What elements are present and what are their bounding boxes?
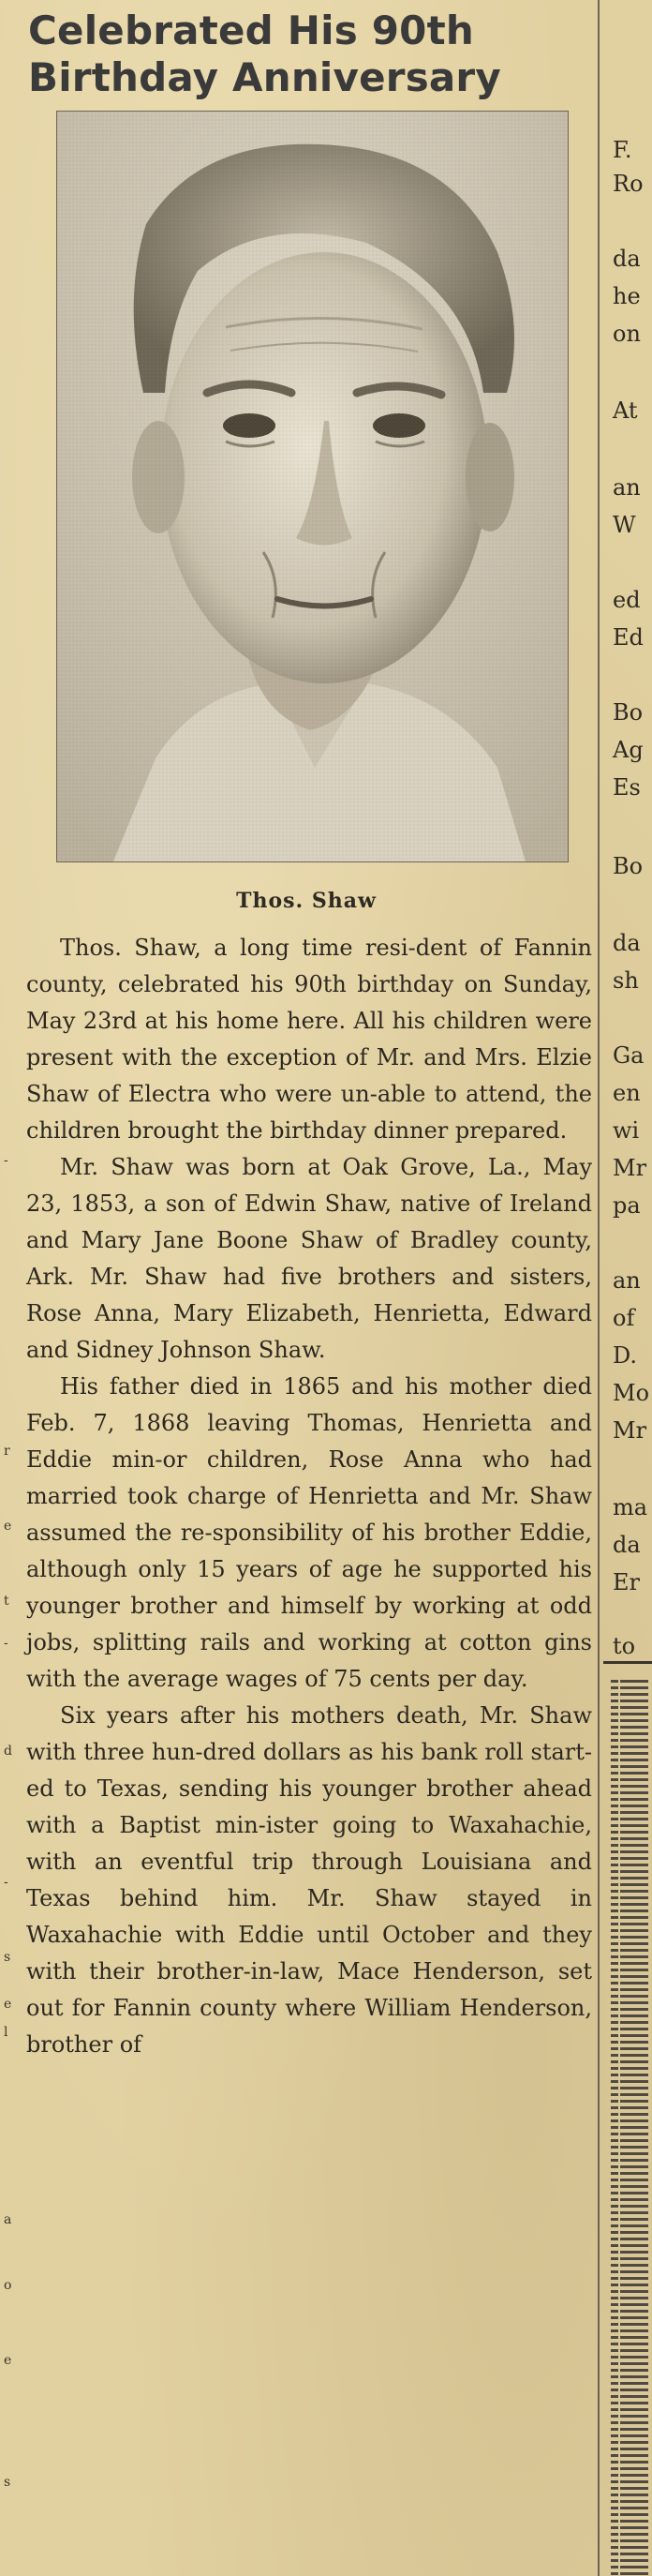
left-margin-mark: l [4,2025,8,2040]
article-paragraph: Thos. Shaw, a long time resi-dent of Fannin county, celebrated his 90th birthday on Sunday, May 23rd at his home here. All his children were present with the exception of Mr. and Mrs. Elzie Shaw of Electra who were un-able to attend, the children brought the birthday dinner prepared. [26,935,592,1144]
fragment-text: Bo [613,853,644,879]
fragment-text: pa [613,1192,641,1219]
left-margin-mark: - [4,1636,8,1651]
left-margin-mark: s [4,1950,11,1965]
fragment-text: Mo [613,1380,650,1406]
fragment-text: At [613,397,638,424]
left-margin-mark: - [4,1153,8,1168]
left-margin-mark: e [4,1997,12,2012]
left-margin-mark: e [4,2353,12,2368]
fragment-text: of [613,1305,635,1331]
photo-caption: Thos. Shaw [236,889,377,913]
fragment-text: W [613,512,636,538]
fragment-text: en [613,1080,641,1106]
portrait-photo [56,111,569,862]
article-headline: Celebrated His 90th Birthday Anniversary [28,7,501,100]
fragment-text: D. [613,1342,638,1369]
fragment-text: to [613,1633,636,1659]
fragment-text: wi [613,1117,640,1144]
fragment-text: Bo [613,699,644,726]
article-paragraph: Six years after his mothers death, Mr. Shaw with three hun-dred dollars as his bank roll start-ed to Texas, sending his younger brother ahead with a Baptist min-ister going to Waxahachie, with an eventful trip through Louisiana and Texas behind him. Mr. Shaw stayed in Waxahachie with Eddie until October and they with their brother-in-law, Mace Henderson, set out for Fannin county where William Henderson, brother of [26,1702,592,2058]
advertisement-rule [603,1661,652,1664]
fragment-text: sh [613,967,639,994]
fragment-text: Ag [613,737,644,763]
fragment-text: he [613,283,641,309]
left-margin-mark: e [4,1519,12,1534]
fragment-text: F. [613,137,632,163]
column-rule [598,0,600,2576]
portrait-illustration [57,112,568,861]
left-margin-mark: s [4,2475,11,2490]
fragment-text: an [613,1267,641,1294]
fragment-text: an [613,474,641,501]
fragment-text: ma [613,1494,648,1520]
fragment-text: ed [613,587,641,613]
article-column [21,0,592,2576]
fragment-text: Er [613,1569,640,1595]
fragment-text: Es [613,774,641,801]
left-margin-mark: d [4,1744,12,1759]
advertisement-border-strip [611,1680,648,2576]
article-body [26,930,592,2063]
fragment-text: Ga [613,1042,645,1069]
fragment-text: da [613,930,641,956]
fragment-text: Ro [613,171,644,197]
left-margin-mark: o [4,2278,12,2293]
fragment-text: da [613,1532,641,1558]
left-margin-mark: a [4,2212,12,2227]
article-paragraph: His father died in 1865 and his mother died Feb. 7, 1868 leaving Thomas, Henrietta and Eddie min-or children, Rose Anna who had married took charge of Henrietta and Mr. Shaw assumed the re-sponsibility of his brother Eddie, although only 15 years of age he supported his younger brother and himself by working at odd jobs, splitting rails and working at cotton gins with the average wages of 75 cents per day. [26,1373,592,1692]
left-margin-mark: r [4,1444,10,1459]
article-paragraph: Mr. Shaw was born at Oak Grove, La., May 23, 1853, a son of Edwin Shaw, native of Ireland and Mary Jane Boone Shaw of Bradley county, Ark. Mr. Shaw had five brothers and sisters, Rose Anna, Mary Elizabeth, Henrietta, Edward and Sidney Johnson Shaw. [26,1154,592,1363]
fragment-text: da [613,246,641,272]
fragment-text: Mr [613,1155,647,1181]
left-margin-mark: t [4,1594,9,1609]
fragment-text: Mr [613,1417,647,1444]
fragment-text: on [613,321,641,347]
left-margin-fragments [0,0,17,2576]
left-margin-mark: - [4,1875,8,1890]
fragment-text: Ed [613,624,644,651]
